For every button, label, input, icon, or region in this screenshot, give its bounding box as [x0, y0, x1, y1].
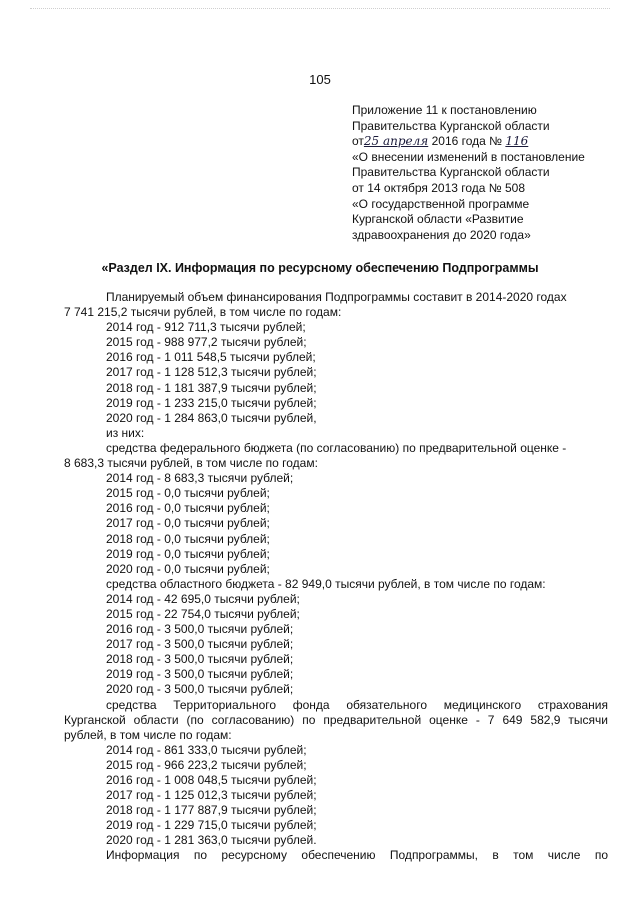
list-item: 2016 год - 1 011 548,5 тысячи рублей;	[106, 350, 316, 365]
appendix-line: Правительства Курганской области	[352, 118, 550, 133]
list-item: 2015 год - 966 223,2 тысячи рублей;	[106, 757, 307, 772]
list-item: 2020 год - 0,0 тысячи рублей;	[106, 561, 270, 576]
page-number: 105	[309, 72, 331, 87]
list-item: 2018 год - 1 181 387,9 тысячи рублей;	[106, 380, 317, 395]
list-item: 2016 год - 0,0 тысячи рублей;	[106, 501, 270, 516]
list-item: 2016 год - 1 008 048,5 тысячи рублей;	[106, 773, 317, 787]
list-item: 2017 год - 3 500,0 тысячи рублей;	[106, 637, 294, 652]
list-item: 2017 год - 0,0 тысячи рублей;	[106, 516, 270, 531]
appendix-line: Правительства Курганской области	[352, 165, 550, 180]
section-title: «Раздел IX. Информация по ресурсному обеспечению Подпрограммы	[101, 261, 539, 275]
territorial-line: средства Территориального фонда обязательного медицинского страхования	[106, 697, 608, 712]
regional-years-list	[64, 592, 608, 698]
list-item: 2017 год - 1 128 512,3 тысячи рублей;	[106, 365, 317, 380]
appendix-line: «О государственной программе	[352, 196, 530, 211]
list-item: 2014 год - 8 683,3 тысячи рублей;	[106, 471, 294, 486]
list-item: 2019 год - 0,0 тысячи рублей;	[106, 546, 270, 561]
handwritten-number: 116	[505, 134, 529, 149]
list-item: 2019 год - 1 229 715,0 тысячи рублей;	[106, 818, 317, 833]
appendix-line: от 14 октября 2013 года № 508	[352, 180, 526, 195]
intro-line: 7 741 215,2 тысячи рублей, в том числе по годам:	[64, 305, 342, 320]
list-item: 2020 год - 3 500,0 тысячи рублей;	[106, 682, 294, 697]
list-item: 2018 год - 1 177 887,9 тысячи рублей;	[106, 803, 317, 818]
territorial-years-list	[64, 743, 608, 849]
list-item: 2016 год - 3 500,0 тысячи рублей;	[106, 622, 294, 637]
closing-line: Информация по ресурсному обеспечению Подпрограммы, в том числе по	[106, 848, 608, 863]
appendix-line: «О внесении изменений в постановление	[352, 149, 585, 164]
list-item: 2015 год - 988 977,2 тысячи рублей;	[106, 335, 307, 350]
list-item: 2014 год - 42 695,0 тысячи рублей;	[106, 591, 300, 606]
appendix-block	[352, 103, 622, 243]
list-item: 2017 год - 1 125 012,3 тысячи рублей;	[106, 788, 317, 803]
list-item: 2014 год - 912 711,3 тысячи рублей;	[106, 320, 306, 335]
total-years-list	[64, 320, 608, 426]
list-item: 2019 год - 3 500,0 тысячи рублей;	[106, 667, 294, 682]
list-item: 2015 год - 0,0 тысячи рублей;	[106, 486, 270, 501]
document-body	[64, 290, 608, 864]
territorial-line: Курганской области (по согласованию) по предварительной оценке - 7 649 582,9 тысячи	[64, 712, 608, 727]
list-item: 2018 год - 3 500,0 тысячи рублей;	[106, 652, 294, 667]
federal-line: средства федерального бюджета (по согласованию) по предварительной оценке -	[106, 440, 567, 455]
list-item: 2018 год - 0,0 тысячи рублей;	[106, 531, 270, 546]
of-them: из них:	[106, 425, 145, 440]
intro-line: Планируемый объем финансирования Подпрограммы составит в 2014-2020 годах	[106, 290, 567, 304]
federal-line: 8 683,3 тысячи рублей, в том числе по годам:	[64, 456, 318, 471]
territorial-line: рублей, в том числе по годам:	[64, 727, 232, 742]
appendix-line: здравоохранения до 2020 года»	[352, 227, 531, 242]
appendix-line: Приложение 11 к постановлению	[352, 103, 537, 117]
appendix-line: Курганской области «Развитие	[352, 212, 524, 227]
regional-line: средства областного бюджета - 82 949,0 тысячи рублей, в том числе по годам:	[106, 576, 546, 591]
list-item: 2015 год - 22 754,0 тысячи рублей;	[106, 606, 300, 621]
list-item: 2014 год - 861 333,0 тысячи рублей;	[106, 742, 307, 757]
date-year: 2016 года №	[431, 134, 503, 149]
list-item: 2019 год - 1 233 215,0 тысячи рублей;	[106, 395, 317, 410]
list-item: 2020 год - 1 281 363,0 тысячи рублей.	[106, 833, 317, 848]
scan-artifact	[30, 8, 610, 11]
handwritten-date: 25 апреля	[363, 134, 429, 149]
date-prefix: от	[352, 134, 364, 149]
list-item: 2020 год - 1 284 863,0 тысячи рублей,	[106, 410, 317, 425]
federal-years-list	[64, 471, 608, 577]
appendix-date-line	[352, 134, 622, 150]
